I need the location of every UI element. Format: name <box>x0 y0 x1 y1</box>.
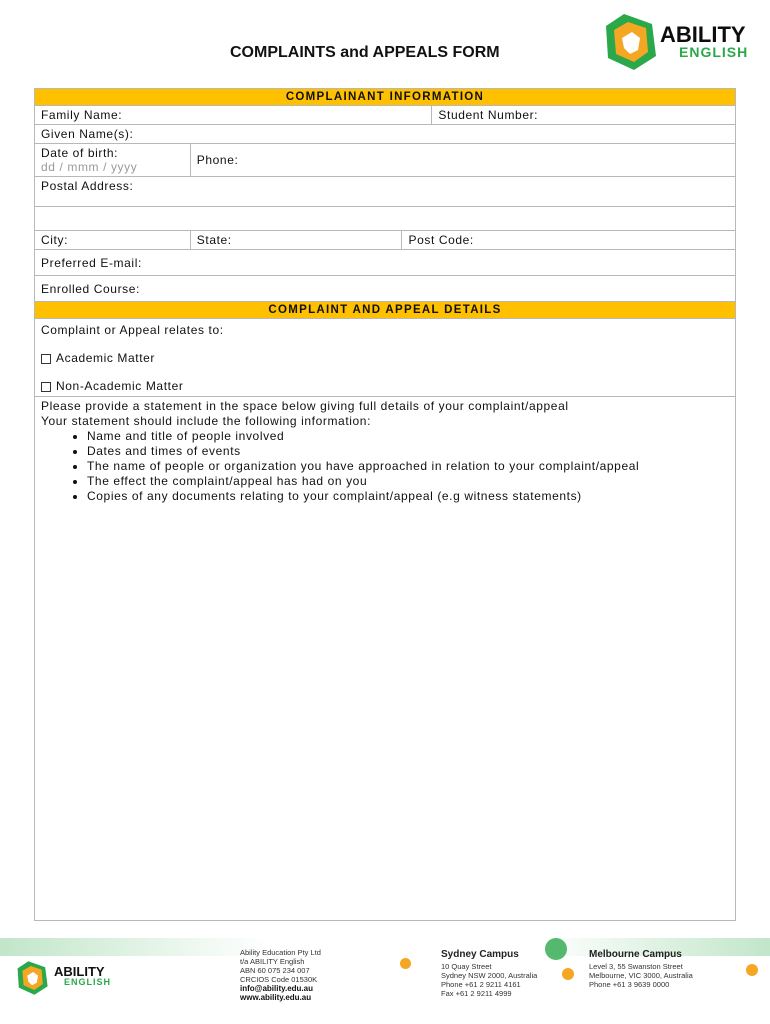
academic-matter-option[interactable] <box>41 351 729 365</box>
melbourne-line: Melbourne, VIC 3000, Australia <box>589 971 693 980</box>
list-item: • Dates and times of events <box>87 444 729 459</box>
postcode-field[interactable] <box>402 231 736 250</box>
list-item: • The effect the complaint/appeal has had on you <box>87 474 729 489</box>
complaint-form-table <box>34 88 736 921</box>
postal-address-line2[interactable] <box>35 207 736 231</box>
requirements-list <box>41 429 729 504</box>
non-academic-matter-label: Non-Academic Matter <box>56 379 184 393</box>
footer-company-info <box>240 948 321 1002</box>
melbourne-campus-info <box>589 950 693 989</box>
decor-dot <box>562 968 574 980</box>
dob-label: Date of birth: <box>41 146 119 160</box>
email-label: Preferred E-mail: <box>41 255 142 270</box>
family-name-label: Family Name: <box>41 108 123 122</box>
dob-placeholder: dd / mmm / yyyy <box>41 160 138 174</box>
academic-matter-checkbox[interactable] <box>41 354 51 364</box>
logo-text-english: ENGLISH <box>679 44 749 60</box>
academic-matter-label: Academic Matter <box>56 351 156 365</box>
list-item: • Copies of any documents relating to your complaint/appeal (e.g witness statements) <box>87 489 729 504</box>
melbourne-line: Level 3, 55 Swanston Street <box>589 962 683 971</box>
sydney-title: Sydney Campus <box>441 949 519 960</box>
sydney-line: Fax +61 2 9211 4999 <box>441 989 512 998</box>
state-label: State: <box>196 233 232 247</box>
phone-field[interactable] <box>190 144 735 177</box>
section-header-details: COMPLAINT AND APPEAL DETAILS <box>35 302 736 319</box>
logo-text-ability: ABILITY <box>660 22 746 47</box>
company-line: Ability Education Pty Ltd <box>240 948 321 957</box>
complaint-type-cell <box>35 319 736 397</box>
page-title: COMPLAINTS and APPEALS FORM <box>230 44 500 61</box>
decor-dot <box>545 938 567 960</box>
decor-dot <box>400 958 411 969</box>
company-line: ABN 60 075 234 007 <box>240 966 310 975</box>
phone-label: Phone: <box>196 153 239 167</box>
postal-address-label: Postal Address: <box>41 179 134 193</box>
city-label: City: <box>41 233 68 247</box>
footer-logo-ability: ABILITY <box>54 964 105 979</box>
enrolled-course-field[interactable] <box>35 276 736 302</box>
city-field[interactable] <box>35 231 191 250</box>
statement-requirements: Your statement should include the following information: <box>41 414 372 428</box>
postal-address-field[interactable] <box>35 177 736 207</box>
student-number-label: Student Number: <box>438 108 539 122</box>
sydney-line: Sydney NSW 2000, Australia <box>441 971 538 980</box>
student-number-field[interactable] <box>432 106 736 125</box>
enrolled-course-label: Enrolled Course: <box>41 281 140 296</box>
given-names-field[interactable] <box>35 125 736 144</box>
dob-field[interactable] <box>35 144 191 177</box>
non-academic-matter-option[interactable] <box>41 379 729 393</box>
company-line: t/a ABILITY English <box>240 957 305 966</box>
company-line: CRCIOS Code 01530K <box>240 975 318 984</box>
email-field[interactable] <box>35 250 736 276</box>
family-name-field[interactable] <box>35 106 432 125</box>
melbourne-line: Phone +61 3 9639 0000 <box>589 980 670 989</box>
decor-dot <box>746 964 758 976</box>
footer-logo-english: ENGLISH <box>64 977 112 987</box>
footer <box>0 938 770 1024</box>
list-item: • Name and title of people involved <box>87 429 729 444</box>
melbourne-title: Melbourne Campus <box>589 949 682 960</box>
state-field[interactable] <box>190 231 402 250</box>
given-names-label: Given Name(s): <box>41 127 134 141</box>
postcode-label: Post Code: <box>408 233 474 247</box>
relates-label: Complaint or Appeal relates to: <box>41 323 224 337</box>
sydney-line: 10 Quay Street <box>441 962 492 971</box>
footer-website[interactable]: www.ability.edu.au <box>240 993 312 1002</box>
non-academic-matter-checkbox[interactable] <box>41 382 51 392</box>
section-header-complainant: COMPLAINANT INFORMATION <box>35 89 736 106</box>
footer-logo-icon <box>14 960 50 996</box>
list-item: • The name of people or organization you have approached in relation to your complaint/appeal <box>87 459 729 474</box>
sydney-campus-info <box>441 950 537 998</box>
footer-email[interactable]: info@ability.edu.au <box>240 984 313 993</box>
sydney-line: Phone +61 2 9211 4161 <box>441 980 521 989</box>
statement-area[interactable] <box>35 397 736 921</box>
statement-instruction: Please provide a statement in the space below giving full details of your complaint/appeal <box>41 399 569 413</box>
